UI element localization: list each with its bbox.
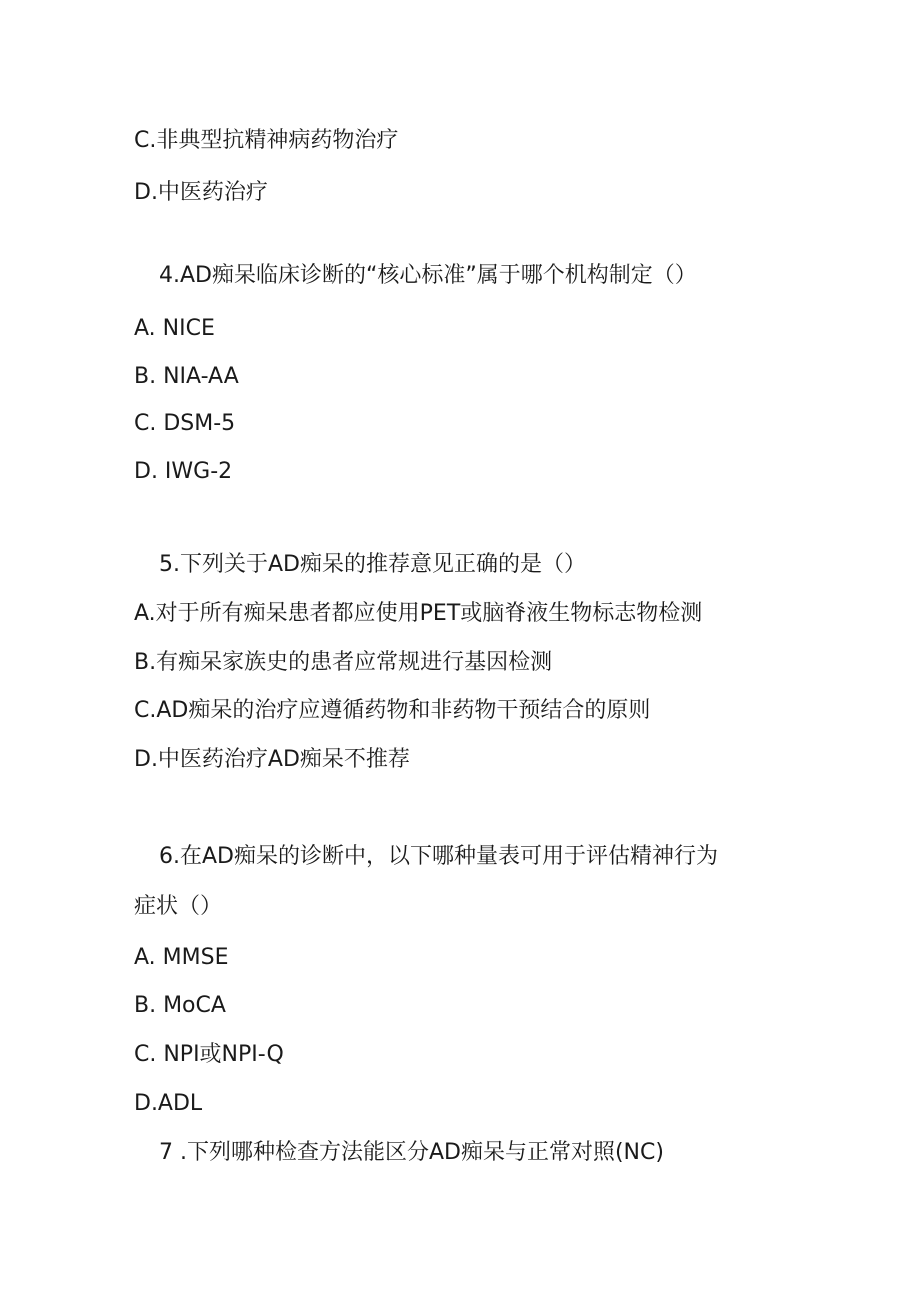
q4-stem: 4.AD痴呆临床诊断的“核心标准”属于哪个机构制定（） xyxy=(159,263,697,288)
q5-option-c: C.AD痴呆的治疗应遵循药物和非药物干预结合的原则 xyxy=(134,698,651,723)
q6-option-a: A. MMSE xyxy=(134,945,229,970)
q3-option-c: C.非典型抗精神病药物治疗 xyxy=(134,128,399,153)
q3-option-d: D.中医药治疗 xyxy=(134,180,268,205)
q6-option-b: B. MoCA xyxy=(134,993,226,1018)
q5-option-a: A.对于所有痴呆患者都应使用PET或脑脊液生物标志物检测 xyxy=(134,601,703,626)
q5-stem: 5.下列关于AD痴呆的推荐意见正确的是（） xyxy=(159,552,586,577)
q4-option-b: B. NIA-AA xyxy=(134,364,239,389)
q6-option-c: C. NPI或NPI-Q xyxy=(134,1042,284,1067)
q6-option-d: D.ADL xyxy=(134,1091,203,1116)
q4-option-c: C. DSM-5 xyxy=(134,411,236,436)
q6-stem-line1: 6.在AD痴呆的诊断中，以下哪种量表可用于评估精神行为 xyxy=(159,844,718,869)
q6-stem-line2: 症状（） xyxy=(134,894,223,919)
q7-stem: 7 .下列哪种检查方法能区分AD痴呆与正常对照(NC) xyxy=(159,1140,664,1165)
q5-option-b: B.有痴呆家族史的患者应常规进行基因检测 xyxy=(134,650,553,675)
q5-option-d: D.中医药治疗AD痴呆不推荐 xyxy=(134,747,410,772)
q4-option-a: A. NICE xyxy=(134,316,215,341)
q4-option-d: D. IWG-2 xyxy=(134,459,233,484)
